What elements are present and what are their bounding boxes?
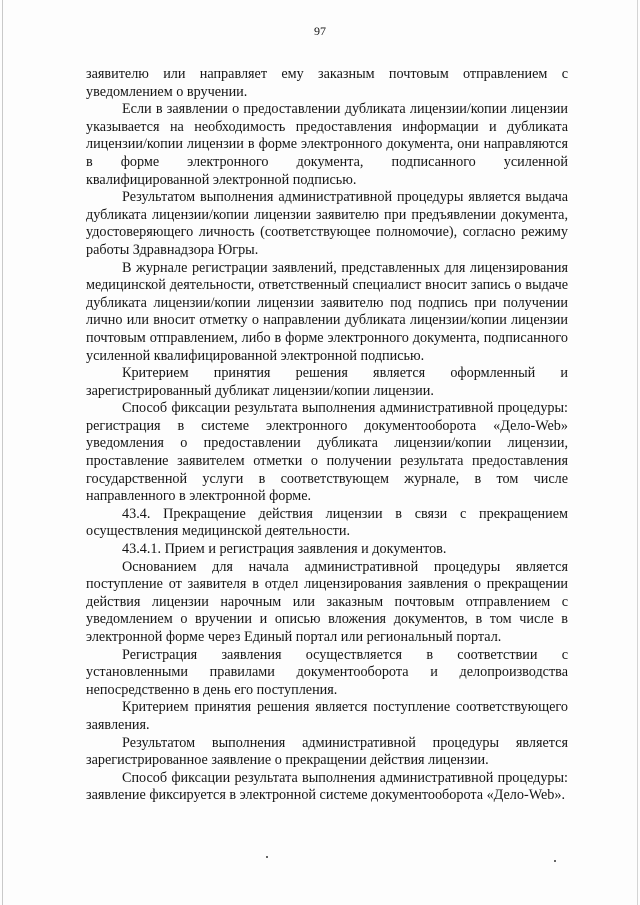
paragraph: Способ фиксации результата выполнения административной процедуры: регистрация в системе электронного документооборота «Дело-Web» уведомления о предоставлении дубликата лицензии/копии лицензии, проставление заявителем отметки о получении результата предоставления государственной услуги в соответствующем журнале, в том числе направленного в электронной форме. [86, 400, 568, 505]
paragraph: заявителю или направляет ему заказным почтовым отправлением с уведомлением о вручении. [86, 66, 568, 100]
paragraph: Результатом выполнения административной процедуры является выдача дубликата лицензии/копии лицензии заявителю при предъявлении документа, удостоверяющего личность (соответствующее полномочие), согласно режиму работы Здравнадзора Югры. [86, 189, 568, 258]
paragraph: Критерием принятия решения является оформленный и зарегистрированный дубликат лицензии/копии лицензии. [86, 365, 568, 399]
paragraph: Способ фиксации результата выполнения административной процедуры: заявление фиксируется в электронной системе документооборота «Дело-Web». [86, 769, 568, 804]
paragraph: Результатом выполнения административной процедуры является зарегистрированное заявление о прекращении действия лицензии. [86, 734, 568, 769]
paragraph: Основанием для начала административной процедуры является поступление от заявителя в отдел лицензирования заявления о прекращении действия лицензии нарочным или заказным почтовым отправлением с уведомлением о вручении и описью вложения документов, в том числе в электронной форме через Единый портал или региональный портал. [86, 558, 568, 645]
paragraph: Регистрация заявления осуществляется в соответствии с установленными правилами документооборота и делопроизводства непосредственно в день его поступления. [86, 646, 568, 698]
paragraph: Если в заявлении о предоставлении дубликата лицензии/копии лицензии указывается на необходимость предоставления информации и дубликата лицензии/копии лицензии в форме электронного документа, они направляются в форме электронного документа, подписанного усиленной квалифицированной электронной подписью. [86, 101, 568, 188]
page-number: 97 [314, 24, 326, 38]
section-heading: 43.4. Прекращение действия лицензии в связи с прекращением осуществления медицинской деятельности. [86, 505, 568, 540]
scan-speck [554, 860, 556, 862]
paragraph: Критерием принятия решения является поступление соответствующего заявления. [86, 699, 568, 733]
subsection-heading: 43.4.1. Прием и регистрация заявления и документов. [122, 541, 447, 558]
scan-speck [266, 856, 268, 858]
scan-edge-left [2, 0, 3, 905]
scan-edge-right [637, 0, 638, 905]
body-text [86, 66, 568, 805]
paragraph: В журнале регистрации заявлений, представленных для лицензирования медицинской деятельности, ответственный специалист вносит запись о выдаче дубликата лицензии/копии лицензии заявителю под подпись при получении лично или вносит отметку о направлении дубликата лицензии/копии лицензии почтовым отправлением, либо в форме электронного документа, подписанного усиленной квалифицированной электронной подписью. [86, 259, 568, 364]
